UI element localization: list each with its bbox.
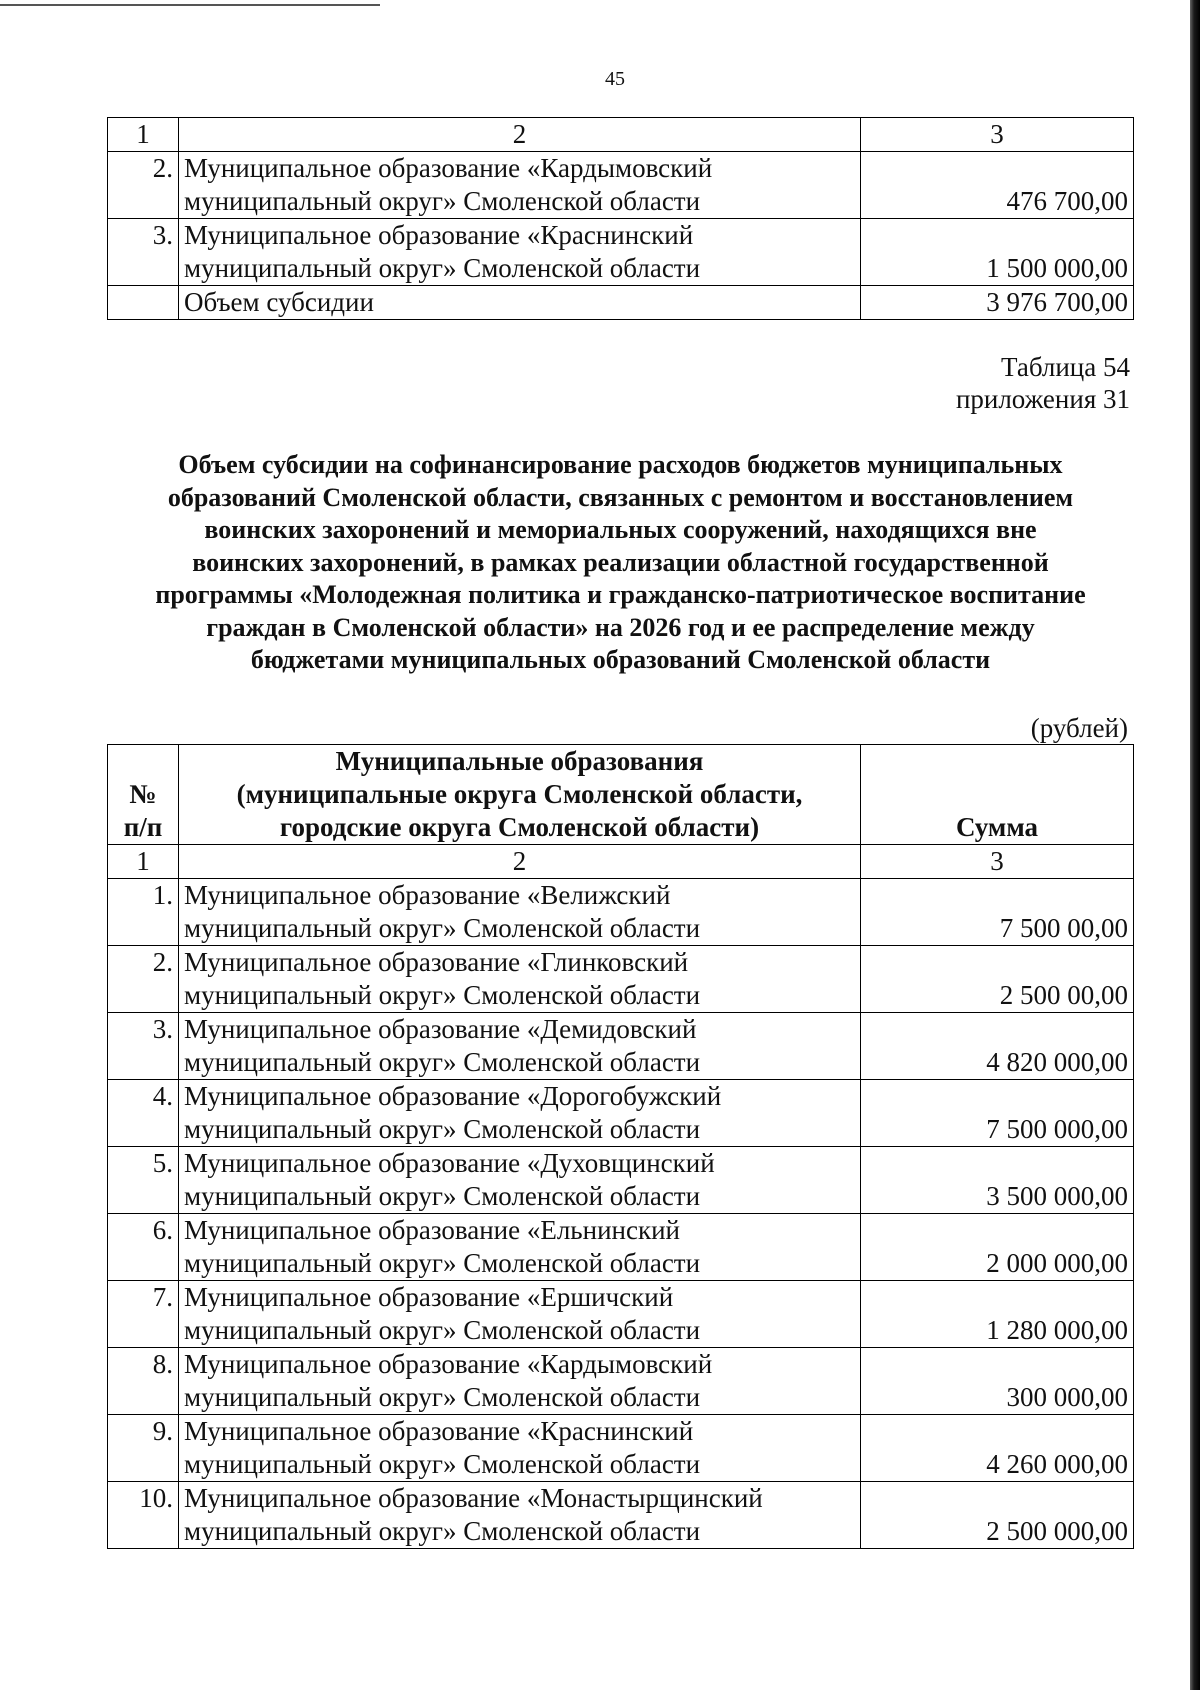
subsidy-amount: 476 700,00: [861, 152, 1134, 219]
municipality-name-line2: муниципальный округ» Смоленской области: [184, 1315, 701, 1345]
subsidy-distribution-table: [107, 744, 1134, 1549]
municipality-name: [179, 1415, 861, 1482]
municipality-name: [179, 1147, 861, 1214]
municipality-name: [179, 1482, 861, 1549]
total-row: [108, 286, 1134, 320]
header-number-line1: №: [129, 779, 157, 809]
subsidy-amount: 3 500 000,00: [861, 1147, 1134, 1214]
municipality-name-line1: Муниципальное образование «Монастырщинский: [184, 1483, 763, 1513]
title-line: воинских захоронений, в рамках реализации областной государственной: [192, 547, 1049, 577]
subsidy-amount: 1 500 000,00: [861, 219, 1134, 286]
scan-edge-shadow: [1190, 0, 1200, 1690]
subsidy-amount: 300 000,00: [861, 1348, 1134, 1415]
column-number-row: [108, 845, 1134, 879]
title-line: бюджетами муниципальных образований Смоленской области: [250, 645, 991, 674]
header-number: [108, 745, 179, 845]
column-number-3: 3: [861, 845, 1134, 879]
municipality-name-line1: Муниципальное образование «Краснинский: [184, 1416, 694, 1446]
row-number: 1.: [108, 879, 179, 946]
municipality-name-line1: Муниципальное образование «Краснинский: [184, 220, 694, 250]
subsidy-amount: 1 280 000,00: [861, 1281, 1134, 1348]
municipality-name-line2: муниципальный округ» Смоленской области: [184, 186, 701, 216]
municipality-name-line1: Муниципальное образование «Ельнинский: [184, 1215, 680, 1245]
table-row: [108, 1214, 1134, 1281]
municipality-name-line2: муниципальный округ» Смоленской области: [184, 253, 701, 283]
municipality-name-line2: муниципальный округ» Смоленской области: [184, 1047, 701, 1077]
municipality-name: [179, 1348, 861, 1415]
table-row: [108, 946, 1134, 1013]
municipality-name: [179, 946, 861, 1013]
total-label: Объем субсидии: [179, 286, 861, 320]
header-municipalities: [179, 745, 861, 845]
continuation-table: [107, 117, 1134, 320]
table-row: [108, 1281, 1134, 1348]
row-number: 3.: [108, 1013, 179, 1080]
municipality-name-line2: муниципальный округ» Смоленской области: [184, 1449, 701, 1479]
total-amount: 3 976 700,00: [861, 286, 1134, 320]
table-caption-number: Таблица 54: [1001, 352, 1130, 382]
table-row: [108, 1147, 1134, 1214]
municipality-name-line1: Муниципальное образование «Духовщинский: [184, 1148, 715, 1178]
table-header-row: [108, 745, 1134, 845]
municipality-name-line2: муниципальный округ» Смоленской области: [184, 1516, 701, 1546]
municipality-name: [179, 219, 861, 286]
subsidy-amount: 4 260 000,00: [861, 1415, 1134, 1482]
table-row: [108, 152, 1134, 219]
title-line: воинских захоронений и мемориальных сооружений, находящихся вне: [204, 515, 1037, 544]
row-number: 3.: [108, 219, 179, 286]
table-row: [108, 1415, 1134, 1482]
municipality-name-line2: муниципальный округ» Смоленской области: [184, 913, 701, 943]
title-line: образований Смоленской области, связанных с ремонтом и восстановлением: [167, 482, 1074, 512]
header-sum: Сумма: [861, 745, 1134, 845]
column-number-2: 2: [179, 845, 861, 879]
municipality-name: [179, 879, 861, 946]
subsidy-amount: 2 500 00,00: [861, 946, 1134, 1013]
table-row: [108, 879, 1134, 946]
row-number: 8.: [108, 1348, 179, 1415]
subsidy-amount: 2 500 000,00: [861, 1482, 1134, 1549]
municipality-name-line1: Муниципальное образование «Глинковский: [184, 947, 689, 977]
column-number-1: 1: [108, 845, 179, 879]
row-number: 5.: [108, 1147, 179, 1214]
municipality-name: [179, 1013, 861, 1080]
column-number-2: 2: [179, 118, 861, 152]
municipality-name-line2: муниципальный округ» Смоленской области: [184, 1382, 701, 1412]
municipality-name-line2: муниципальный округ» Смоленской области: [184, 1248, 701, 1278]
title-line: программы «Молодежная политика и гражданско-патриотическое воспитание: [155, 580, 1086, 609]
row-number: 6.: [108, 1214, 179, 1281]
document-title: [107, 449, 1134, 677]
subsidy-amount: 7 500 000,00: [861, 1080, 1134, 1147]
column-number-3: 3: [861, 118, 1134, 152]
total-empty-cell: [108, 286, 179, 320]
header-number-line2: п/п: [123, 812, 163, 842]
currency-unit: (рублей): [1030, 713, 1128, 743]
municipality-name-line1: Муниципальное образование «Велижский: [184, 880, 671, 910]
column-number-row: [108, 118, 1134, 152]
title-line: граждан в Смоленской области» на 2026 год и ее распределение между: [206, 612, 1035, 642]
header-municipalities-line1: Муниципальные образования: [335, 746, 704, 776]
row-number: 7.: [108, 1281, 179, 1348]
municipality-name-line2: муниципальный округ» Смоленской области: [184, 1114, 701, 1144]
municipality-name-line1: Муниципальное образование «Кардымовский: [184, 1349, 713, 1379]
column-number-1: 1: [108, 118, 179, 152]
table-caption-appendix: приложения 31: [955, 384, 1130, 414]
subsidy-amount: 7 500 00,00: [861, 879, 1134, 946]
municipality-name-line1: Муниципальное образование «Ершичский: [184, 1282, 674, 1312]
page-number: 45: [605, 68, 625, 90]
municipality-name-line2: муниципальный округ» Смоленской области: [184, 1181, 701, 1211]
municipality-name-line2: муниципальный округ» Смоленской области: [184, 980, 701, 1010]
subsidy-amount: 4 820 000,00: [861, 1013, 1134, 1080]
municipality-name-line1: Муниципальное образование «Кардымовский: [184, 153, 713, 183]
header-municipalities-line3: городские округа Смоленской области): [279, 812, 760, 842]
subsidy-amount: 2 000 000,00: [861, 1214, 1134, 1281]
row-number: 10.: [108, 1482, 179, 1549]
municipality-name-line1: Муниципальное образование «Дорогобужский: [184, 1081, 722, 1111]
municipality-name: [179, 1214, 861, 1281]
table-caption: [956, 351, 1130, 415]
municipality-name-line1: Муниципальное образование «Демидовский: [184, 1014, 697, 1044]
title-line: Объем субсидии на софинансирование расходов бюджетов муниципальных: [178, 450, 1063, 479]
scan-artifact-line: [0, 4, 380, 6]
table-row: [108, 1348, 1134, 1415]
municipality-name: [179, 152, 861, 219]
header-municipalities-line2: (муниципальные округа Смоленской области,: [236, 779, 803, 809]
table-row: [108, 1080, 1134, 1147]
table-row: [108, 1482, 1134, 1549]
municipality-name: [179, 1281, 861, 1348]
row-number: 2.: [108, 946, 179, 1013]
table-row: [108, 219, 1134, 286]
row-number: 9.: [108, 1415, 179, 1482]
row-number: 2.: [108, 152, 179, 219]
table-row: [108, 1013, 1134, 1080]
row-number: 4.: [108, 1080, 179, 1147]
municipality-name: [179, 1080, 861, 1147]
